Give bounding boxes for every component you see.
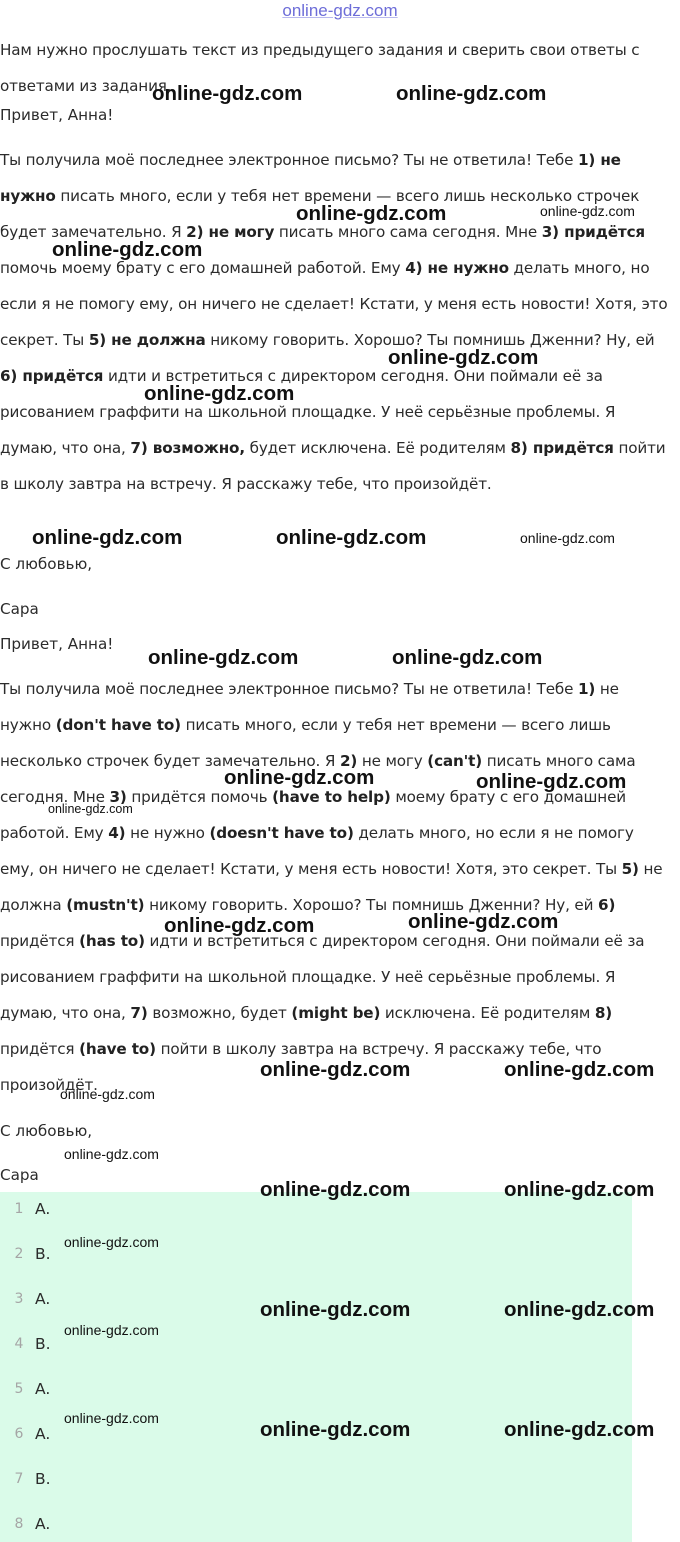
- answer-highlight: (have to help): [272, 788, 391, 806]
- email2-closing: С любовью,: [0, 1122, 93, 1140]
- answer-highlight: 3): [109, 788, 127, 806]
- text-run: идти и встретиться с директором сегодня. Они поймали её за рисованием граффити на школьной площадке. У неё серьёзные проблемы. Я думаю, что она,: [0, 932, 645, 1022]
- answer-row: [0, 1377, 632, 1401]
- answer-highlight: 1): [577, 680, 596, 698]
- watermark: online-gdz.com: [260, 1058, 411, 1081]
- answer-value: A.: [35, 1290, 51, 1308]
- watermark: online-gdz.com: [224, 766, 375, 789]
- answer-highlight: (might be): [291, 1004, 381, 1022]
- answer-row: [0, 1512, 632, 1536]
- text-run: Ты получила моё последнее электронное письмо? Ты не ответила! Тебе: [0, 680, 578, 698]
- answer-number: 3: [14, 1291, 24, 1307]
- answer-number: 6: [14, 1426, 24, 1442]
- answer-highlight: 5) не должна: [88, 331, 206, 349]
- watermark: online-gdz.com: [52, 238, 203, 261]
- answer-value: B.: [35, 1470, 51, 1488]
- text-run: пойти в школу завтра на встречу. Я расскажу тебе, что произойдёт.: [0, 1040, 602, 1094]
- text-run: делать много, но если я не помогу ему, он ничего не сделает! Кстати, у меня есть новости! Хотя, это секрет. Ты: [0, 259, 668, 349]
- watermark: online-gdz.com: [260, 1178, 411, 1201]
- answer-highlight: 7) возможно,: [130, 439, 245, 457]
- answer-value: B.: [35, 1335, 51, 1353]
- watermark: online-gdz.com: [64, 1322, 159, 1338]
- text-run: моему брату с его домашней работой. Ему: [0, 788, 626, 842]
- answer-highlight: (can't): [427, 752, 483, 770]
- answer-highlight: 4): [108, 824, 126, 842]
- answer-value: B.: [35, 1245, 51, 1263]
- text-run: делать много, но если я не помогу ему, он ничего не сделает! Кстати, у меня есть новости! Хотя, это секрет. Ты: [0, 824, 634, 878]
- text-run: придётся помочь: [126, 788, 273, 806]
- answer-highlight: (have to): [79, 1040, 156, 1058]
- email2-greeting: Привет, Анна!: [0, 635, 114, 653]
- answer-number: 4: [14, 1336, 24, 1352]
- email1-signature: Сара: [0, 600, 39, 618]
- answer-value: A.: [35, 1515, 51, 1533]
- watermark: online-gdz.com: [504, 1178, 655, 1201]
- site-header-link[interactable]: online-gdz.com: [282, 1, 398, 20]
- watermark: online-gdz.com: [148, 646, 299, 669]
- text-run: Ты получила моё последнее электронное письмо? Ты не ответила! Тебе: [0, 151, 578, 169]
- watermark: online-gdz.com: [152, 82, 303, 105]
- watermark: online-gdz.com: [520, 530, 615, 546]
- text-run: не нужно: [0, 680, 619, 734]
- answer-value: A.: [35, 1200, 51, 1218]
- task-intro: Нам нужно прослушать текст из предыдущего задания и сверить свои ответы с ответами из задания.: [0, 41, 640, 95]
- watermark: online-gdz.com: [396, 82, 547, 105]
- watermark: online-gdz.com: [164, 914, 315, 937]
- text-run: никому говорить. Хорошо? Ты помнишь Дженни? Ну, ей: [144, 896, 599, 914]
- text-run: идти и встретиться с директором сегодня. Они поймали её за рисованием граффити на школьной площадке. У неё серьёзные проблемы. Я думаю, что она,: [0, 367, 616, 457]
- watermark: online-gdz.com: [476, 770, 627, 793]
- watermark: online-gdz.com: [64, 1146, 159, 1162]
- answer-number: 2: [14, 1246, 24, 1262]
- text-run: придётся: [0, 932, 80, 950]
- answer-highlight: 6): [598, 896, 616, 914]
- answer-highlight: 2): [339, 752, 358, 770]
- text-run: не нужно: [125, 824, 210, 842]
- answer-highlight: 2) не могу: [186, 223, 275, 241]
- answer-row: [0, 1467, 632, 1491]
- watermark: online-gdz.com: [32, 526, 183, 549]
- watermark: online-gdz.com: [408, 910, 559, 933]
- watermark: online-gdz.com: [260, 1418, 411, 1441]
- answer-value: A.: [35, 1380, 51, 1398]
- watermark: online-gdz.com: [260, 1298, 411, 1321]
- email1-closing: С любовью,: [0, 555, 93, 573]
- email2-signature: Сара: [0, 1166, 39, 1184]
- watermark: online-gdz.com: [296, 202, 447, 225]
- email1-greeting: Привет, Анна!: [0, 106, 114, 124]
- watermark: online-gdz.com: [504, 1418, 655, 1441]
- answer-highlight: 3) придётся: [541, 223, 646, 241]
- text-run: писать много, если у тебя нет времени — всего лишь несколько строчек будет замечательно. Я: [0, 187, 640, 241]
- text-run: писать много, если у тебя нет времени — всего лишь несколько строчек будет замечательно. Я: [0, 716, 611, 770]
- email2-body: [0, 671, 672, 1103]
- watermark: online-gdz.com: [388, 346, 539, 369]
- watermark: online-gdz.com: [504, 1058, 655, 1081]
- text-run: исключена. Её родителям: [380, 1004, 595, 1022]
- answer-highlight: (don't have to): [55, 716, 181, 734]
- answer-highlight: (doesn't have to): [209, 824, 354, 842]
- text-run: писать много сама сегодня. Мне: [274, 223, 542, 241]
- watermark: online-gdz.com: [48, 802, 133, 816]
- answer-highlight: (has to): [79, 932, 145, 950]
- answer-number: 8: [14, 1516, 24, 1532]
- answer-highlight: 8): [594, 1004, 613, 1022]
- site-header: [0, 0, 680, 22]
- text-run: возможно, будет: [147, 1004, 292, 1022]
- watermark: online-gdz.com: [504, 1298, 655, 1321]
- text-run: будет исключена. Её родителям: [244, 439, 511, 457]
- watermark: online-gdz.com: [392, 646, 543, 669]
- answer-number: 7: [14, 1471, 24, 1487]
- answer-highlight: 1) не нужно: [0, 151, 621, 205]
- watermark: online-gdz.com: [276, 526, 427, 549]
- text-run: помочь моему брату с его домашней работой. Ему: [0, 259, 406, 277]
- answer-highlight: 8) придётся: [510, 439, 614, 457]
- answer-value: A.: [35, 1425, 51, 1443]
- watermark: online-gdz.com: [60, 1086, 155, 1102]
- text-run: писать много сама сегодня. Мне: [0, 752, 636, 806]
- text-run: пойти в школу завтра на встречу. Я расскажу тебе, что произойдёт.: [0, 439, 666, 493]
- watermark: online-gdz.com: [64, 1410, 159, 1426]
- answer-number: 5: [14, 1381, 24, 1397]
- email1-body: [0, 142, 672, 502]
- answer-highlight: (mustn't): [66, 896, 145, 914]
- answer-number: 1: [14, 1201, 24, 1217]
- answer-highlight: 5): [621, 860, 639, 878]
- text-run: придётся: [0, 1040, 80, 1058]
- answer-highlight: 6) придётся: [0, 367, 104, 385]
- watermark: online-gdz.com: [540, 203, 635, 219]
- text-run: не должна: [0, 860, 663, 914]
- answer-highlight: 7): [130, 1004, 148, 1022]
- text-run: никому говорить. Хорошо? Ты помнишь Дженни? Ну, ей: [205, 331, 655, 349]
- watermark: online-gdz.com: [64, 1234, 159, 1250]
- answer-highlight: 4) не нужно: [405, 259, 509, 277]
- watermark: online-gdz.com: [144, 382, 295, 405]
- text-run: не могу: [357, 752, 428, 770]
